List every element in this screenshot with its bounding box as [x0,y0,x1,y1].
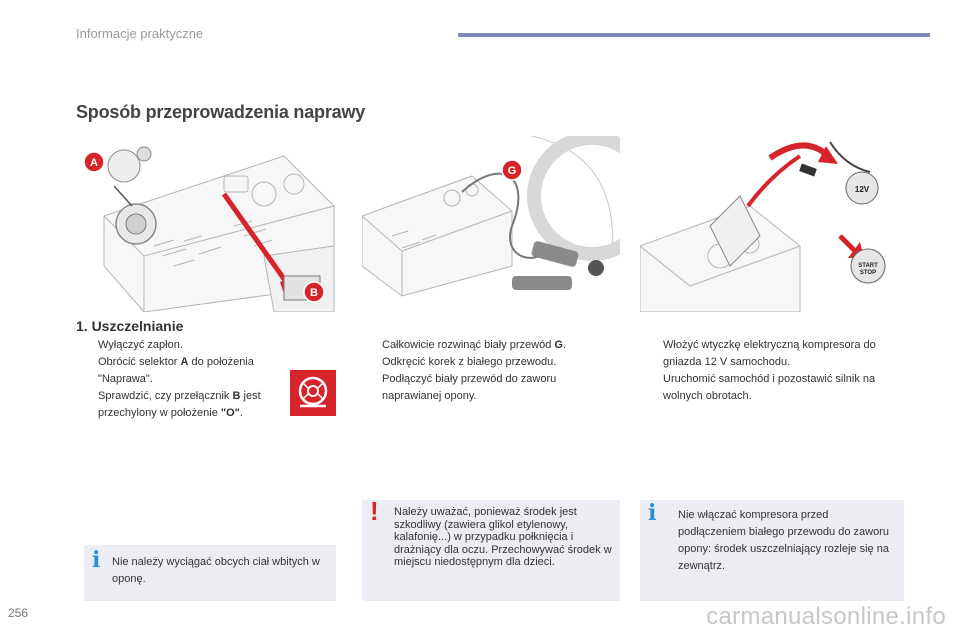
instruction-text: "O" [220,407,240,419]
instruction-item [78,388,288,422]
label-start-stop: START STOP [858,263,878,276]
instruction-text: Podłączyć biały przewód do zaworu naprawianej opony. [382,373,557,402]
instruction-text: do położenia "Naprawa". [98,356,254,385]
label-g: G [507,165,517,177]
instructions-column-2 [362,337,602,405]
section-title: Sposób przeprowadzenia naprawy [76,102,366,122]
info-note-foreign-objects [84,545,336,601]
instruction-item [362,354,602,371]
info-icon: i [648,500,657,526]
header-bar [458,33,930,37]
info-icon: i [92,547,101,573]
instruction-text: B [232,390,241,402]
instruction-text: A [180,356,189,368]
info-note-compressor [640,500,904,601]
instruction-item [362,371,602,405]
tyre-repair-warning-icon [290,370,336,416]
instruction-text: Uruchomić samochód i pozostawić silnik na wolnych obrotach. [663,373,876,402]
instruction-text: G [554,339,563,351]
instruction-item [643,337,903,371]
warning-icon: ! [370,496,379,526]
instruction-text: . [239,407,243,419]
instruction-text: Włożyć wtyczkę elektryczną kompresora do gniazda 12 V samochodu. [663,339,876,368]
instruction-item [78,354,288,388]
instruction-item [643,371,903,405]
instruction-text: Obrócić selektor [98,356,181,368]
watermark: carmanualsonline.info [706,603,946,630]
instructions-column-3 [643,337,903,405]
instruction-item [362,337,602,354]
instruction-text: jest przechylony w położenie [98,390,261,419]
label-12v: 12V [854,185,870,194]
illustration-12v-start [640,136,894,312]
page-number: 256 [8,606,29,620]
label-b: B [310,287,318,299]
info-note-text: Nie należy wyciągać obcych ciał wbitych w oponę. [112,556,320,585]
instruction-text: Całkowicie rozwinąć biały przewód [382,339,555,351]
warning-note-sealant [362,496,620,601]
instruction-item [78,337,288,354]
illustration-compressor-selector [84,136,336,312]
warning-note-text: Należy uważać, ponieważ środek jest szkodliwy (zawiera glikol etylenowy, kalafonię...) w przypadku połknięcia i drażniący dla oczu. Przechowywać środek w miejscu niedostępnym dla dzieci. [394,506,612,568]
info-note-text: Nie włączać kompresora przed podłączeniem białego przewodu do zaworu opony: środek uszczelniający rozleje się na zewnątrz. [678,509,889,572]
step-title: 1. Uszczelnianie [76,318,184,334]
instructions-column-1 [78,337,288,422]
instruction-text: Wyłączyć zapłon. [98,339,183,351]
instruction-text: Sprawdzić, czy przełącznik [98,390,233,402]
label-a: A [90,157,98,169]
instruction-text: Odkręcić korek z białego przewodu. [382,356,557,368]
header-label: Informacje praktyczne [76,26,204,41]
instruction-text: . [562,339,567,351]
illustration-hose-connection [362,136,620,312]
